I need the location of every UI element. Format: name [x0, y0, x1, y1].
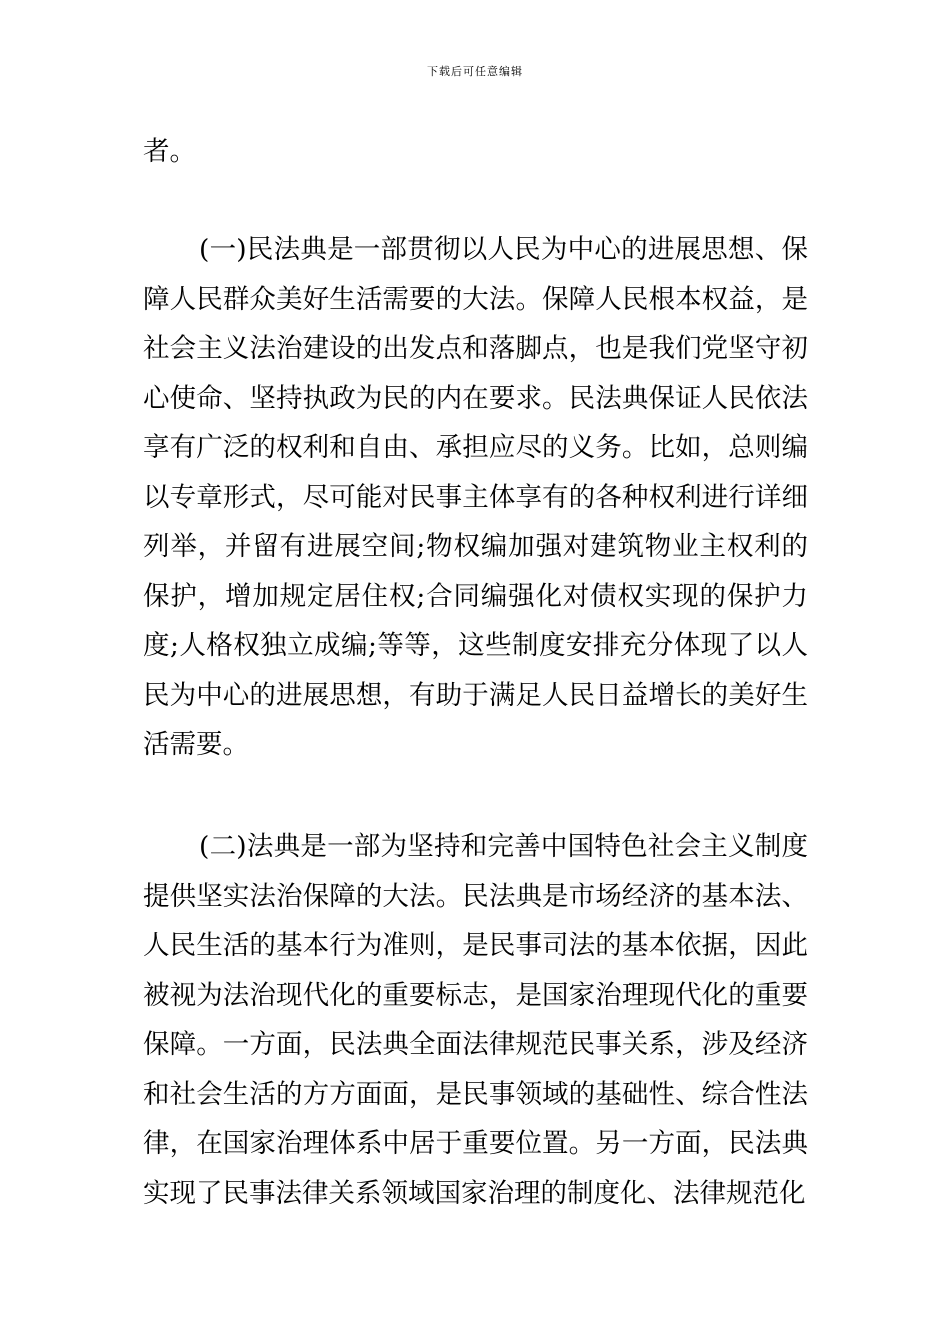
paragraph-section-one: (一)民法典是一部贯彻以人民为中心的进展思想、保障人民群众美好生活需要的大法。保障人民根本权益，是社会主义法治建设的出发点和落脚点，也是我们党坚守初心使命、坚持执政为民的内在要求。民法典保证人民依法享有广泛的权利和自由、承担应尽的义务。比如，总则编以专章形式，尽可能对民事主体享有的各种权利进行详细列举，并留有进展空间;物权编加强对建筑物业主权利的保护，增加规定居住权;合同编强化对债权实现的保护力度;人格权独立成编;等等，这些制度安排充分体现了以人民为中心的进展思想，有助于满足人民日益增长的美好生活需要。: [143, 234, 808, 760]
paragraph-continuation: 者。: [143, 136, 196, 167]
page-header: 下载后可任意编辑: [427, 65, 523, 78]
paragraph-section-two: (二)法典是一部为坚持和完善中国特色社会主义制度提供坚实法治保障的大法。民法典是市场经济的基本法、人民生活的基本行为准则，是民事司法的基本依据，因此被视为法治现代化的重要标志，是国家治理现代化的重要保障。一方面，民法典全面法律规范民事关系，涉及经济和社会生活的方方面面，是民事领域的基础性、综合性法律，在国家治理体系中居于重要位置。另一方面，民法典实现了民事法律关系领域国家治理的制度化、法律规范化: [143, 831, 808, 1209]
